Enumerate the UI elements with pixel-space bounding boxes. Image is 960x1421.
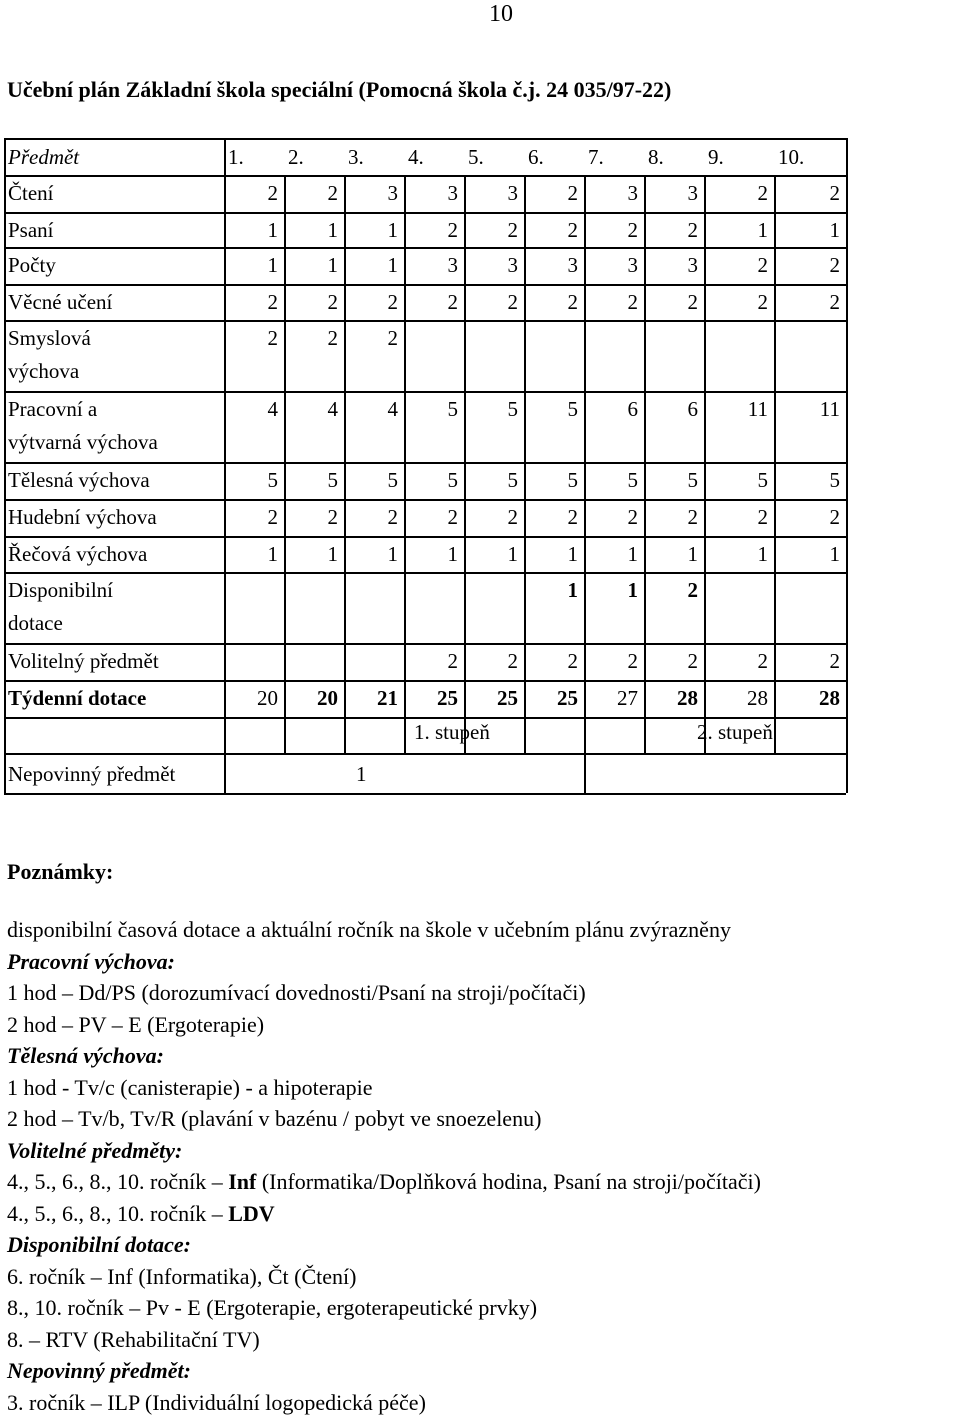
row-value-cell: 2 (267, 505, 278, 529)
row-value-cell: 5 (507, 397, 518, 421)
row-subject-label: Disponibilní (8, 578, 114, 602)
row-value-cell: 2 (267, 326, 278, 350)
note-line: 3. ročník – ILP (Individuální logopedická péče) (7, 1389, 426, 1415)
row-value-cell: 2 (507, 649, 518, 673)
table-row-border (4, 247, 846, 249)
row-value-cell: 2 (687, 505, 698, 529)
note-line: 2 hod – PV – E (Ergoterapie) (7, 1011, 265, 1037)
row-value-cell: 2 (829, 649, 840, 673)
row-subject-label: Hudební výchova (8, 505, 157, 529)
note-line: 1 hod - Tv/c (canisterapie) - a hipoterapie (7, 1074, 373, 1100)
row-value-cell: 2 (327, 505, 338, 529)
row-subject-label: Pracovní a (8, 397, 98, 421)
row-value-cell: 2 (829, 181, 840, 205)
row-subject-label: dotace (8, 611, 63, 635)
note-text: 4., 5., 6., 8., 10. ročník – (7, 1169, 229, 1194)
note-line (7, 1166, 947, 1198)
row-value-cell: 1 (327, 218, 338, 242)
header-grade: 6. (528, 145, 544, 169)
row-value-cell: 2 (627, 290, 638, 314)
row-value-cell: 2 (687, 649, 698, 673)
header-subject: Předmět (8, 145, 80, 169)
row-value-cell: 2 (757, 505, 768, 529)
row-value-cell: 2 (829, 290, 840, 314)
row-value-cell: 5 (447, 397, 458, 421)
row-value-cell: 2 (757, 253, 768, 277)
table-row-border (4, 499, 846, 501)
row-subject-label: Volitelný předmět (8, 649, 159, 673)
note-line: 6. ročník – Inf (Informatika), Čt (Čtení) (7, 1263, 357, 1289)
table-row-border (4, 320, 846, 322)
row-value-cell: 2 (387, 505, 398, 529)
row-value-cell: 3 (447, 181, 458, 205)
stage-row-border (846, 753, 848, 793)
row-value-cell: 5 (507, 468, 518, 492)
row-value-cell: 2 (447, 218, 458, 242)
note-line: 2 hod – Tv/b, Tv/R (plavání v bazénu / pobyt ve snoezelenu) (7, 1106, 542, 1131)
row-value-cell: 3 (507, 253, 518, 277)
row-value-cell: 1 (327, 542, 338, 566)
header-grade: 2. (288, 145, 304, 169)
row-value-cell: 5 (627, 468, 638, 492)
row-value-cell: 5 (447, 468, 458, 492)
row-value-cell: 25 (557, 686, 578, 710)
stage-row-top (224, 753, 584, 755)
row-value-cell: 5 (757, 468, 768, 492)
page-number: 10 (489, 1, 513, 27)
row-value-cell: 2 (627, 649, 638, 673)
row-value-cell: 11 (819, 397, 840, 421)
row-subject-label: Čtení (8, 181, 54, 205)
row-value-cell: 2 (507, 505, 518, 529)
note-heading: Pracovní výchova: (7, 948, 175, 974)
row-value-cell: 1 (267, 253, 278, 277)
row-value-cell: 1 (507, 542, 518, 566)
row-value-cell: 2 (757, 181, 768, 205)
row-value-cell: 1 (687, 542, 698, 566)
row-subject-label: Smyslová (8, 326, 91, 350)
note-text: 4., 5., 6., 8., 10. ročník – (7, 1200, 229, 1226)
note-line: disponibilní časová dotace a aktuální ročník na škole v učebním plánu zvýrazněny (7, 917, 731, 942)
stage-1-label: 1. stupeň (414, 720, 490, 744)
row-value-cell: 2 (387, 326, 398, 350)
row-value-cell: 3 (507, 181, 518, 205)
row-value-cell: 3 (687, 253, 698, 277)
stage-2-label: 2. stupeň (697, 720, 773, 744)
row-value-cell: 2 (327, 290, 338, 314)
stage-row-border (584, 753, 586, 793)
row-value-cell: 20 (317, 686, 338, 710)
row-value-cell: 2 (567, 290, 578, 314)
header-grade: 8. (648, 145, 664, 169)
table-row-border (4, 643, 846, 645)
note-line: 8., 10. ročník – Pv - E (Ergoterapie, ergoterapeutické prvky) (7, 1295, 538, 1320)
stage-row-border (4, 753, 6, 793)
note-heading: Disponibilní dotace: (7, 1232, 191, 1257)
row-value-cell: 1 (327, 253, 338, 277)
row-value-cell: 2 (327, 181, 338, 205)
table-row-border (4, 680, 846, 682)
row-value-cell: 2 (567, 218, 578, 242)
optional-subject-value: 1 (356, 762, 367, 786)
note-line: 8. – RTV (Rehabilitační TV) (7, 1326, 260, 1352)
row-subject-label: Řečová výchova (8, 542, 148, 566)
note-line: 1 hod – Dd/PS (dorozumívací dovednosti/Psaní na stroji/počítači) (7, 980, 586, 1005)
row-subject-label: výchova (8, 359, 80, 383)
row-value-cell: 5 (567, 397, 578, 421)
row-value-cell: 2 (757, 649, 768, 673)
row-value-cell: 2 (757, 290, 768, 314)
row-value-cell: 6 (627, 397, 638, 421)
row-value-cell: 3 (567, 253, 578, 277)
row-value-cell: 3 (627, 253, 638, 277)
row-value-cell: 21 (377, 686, 398, 710)
table-row-border (4, 462, 846, 464)
row-value-cell: 2 (507, 290, 518, 314)
row-value-cell: 2 (267, 290, 278, 314)
note-bold-subject: LDV (228, 1200, 275, 1226)
row-value-cell: 28 (819, 686, 840, 710)
row-value-cell: 2 (507, 218, 518, 242)
header-grade: 4. (408, 145, 424, 169)
header-grade: 3. (348, 145, 364, 169)
table-row-border (4, 536, 846, 538)
row-value-cell: 25 (497, 686, 518, 710)
row-value-cell: 1 (447, 542, 458, 566)
stage-row-border (224, 753, 226, 793)
row-value-cell: 1 (567, 542, 578, 566)
note-heading: Nepovinný předmět: (7, 1358, 191, 1383)
row-value-cell: 1 (757, 218, 768, 242)
row-value-cell: 1 (627, 578, 638, 602)
row-subject-label: Psaní (8, 218, 54, 242)
row-subject-label: Počty (8, 253, 56, 277)
header-grade: 9. (708, 145, 724, 169)
row-value-cell: 6 (687, 397, 698, 421)
row-value-cell: 1 (829, 542, 840, 566)
row-value-cell: 1 (387, 542, 398, 566)
row-subject-label: Týdenní dotace (8, 686, 147, 710)
row-value-cell: 2 (567, 649, 578, 673)
row-value-cell: 5 (687, 468, 698, 492)
notes-heading: Poznámky: (7, 859, 114, 884)
row-value-cell: 2 (687, 218, 698, 242)
header-grade: 10. (778, 145, 805, 169)
header-grade: 5. (468, 145, 484, 169)
note-heading: Volitelné předměty: (7, 1137, 183, 1163)
row-value-cell: 1 (387, 218, 398, 242)
row-value-cell: 25 (437, 686, 458, 710)
row-value-cell: 1 (829, 218, 840, 242)
note-text: (Informatika/Doplňková hodina, Psaní na stroji/počítači) (256, 1169, 761, 1194)
row-value-cell: 1 (267, 542, 278, 566)
table-row-border (4, 138, 846, 140)
row-value-cell: 4 (327, 397, 338, 421)
header-grade: 1. (228, 145, 244, 169)
note-heading: Tělesná výchova: (7, 1043, 164, 1068)
row-value-cell: 2 (267, 181, 278, 205)
row-value-cell: 5 (829, 468, 840, 492)
row-value-cell: 1 (757, 542, 768, 566)
row-value-cell: 11 (747, 397, 768, 421)
table-row-border (4, 212, 846, 214)
row-value-cell: 2 (447, 290, 458, 314)
row-value-cell: 5 (327, 468, 338, 492)
row-value-cell: 3 (627, 181, 638, 205)
table-row-border (4, 391, 846, 393)
document-title: Učební plán Základní škola speciální (Pomocná škola č.j. 24 035/97-22) (7, 77, 672, 102)
row-value-cell: 2 (687, 578, 698, 602)
row-value-cell: 2 (687, 290, 698, 314)
notes-list (7, 914, 947, 1418)
table-row-border (4, 175, 846, 177)
row-value-cell: 20 (257, 686, 278, 710)
row-value-cell: 1 (267, 218, 278, 242)
row-value-cell: 28 (747, 686, 768, 710)
table-row-border (4, 284, 846, 286)
row-value-cell: 2 (829, 505, 840, 529)
row-value-cell: 2 (327, 326, 338, 350)
row-value-cell: 3 (447, 253, 458, 277)
note-bold-subject: Inf (228, 1169, 257, 1194)
row-value-cell: 5 (267, 468, 278, 492)
table-column-border (4, 138, 6, 753)
row-value-cell: 2 (627, 218, 638, 242)
row-value-cell: 4 (387, 397, 398, 421)
row-subject-label: výtvarná výchova (8, 430, 158, 454)
row-value-cell: 2 (447, 649, 458, 673)
row-value-cell: 2 (829, 253, 840, 277)
row-value-cell: 2 (447, 505, 458, 529)
optional-subject-label: Nepovinný předmět (8, 762, 176, 786)
row-value-cell: 28 (677, 686, 698, 710)
row-value-cell: 3 (687, 181, 698, 205)
row-value-cell: 2 (627, 505, 638, 529)
row-subject-label: Tělesná výchova (8, 468, 150, 492)
row-value-cell: 1 (387, 253, 398, 277)
row-value-cell: 5 (387, 468, 398, 492)
note-line (7, 1198, 947, 1230)
row-value-cell: 4 (267, 397, 278, 421)
row-value-cell: 2 (387, 290, 398, 314)
row-subject-label: Věcné učení (8, 290, 113, 314)
row-value-cell: 2 (567, 181, 578, 205)
row-value-cell: 3 (387, 181, 398, 205)
stage-row-bottom (4, 793, 846, 795)
header-grade: 7. (588, 145, 604, 169)
row-value-cell: 27 (617, 686, 638, 710)
table-column-border (846, 138, 848, 753)
table-row-border (4, 572, 846, 574)
row-value-cell: 5 (567, 468, 578, 492)
row-value-cell: 2 (567, 505, 578, 529)
row-value-cell: 1 (627, 542, 638, 566)
row-value-cell: 1 (567, 578, 578, 602)
